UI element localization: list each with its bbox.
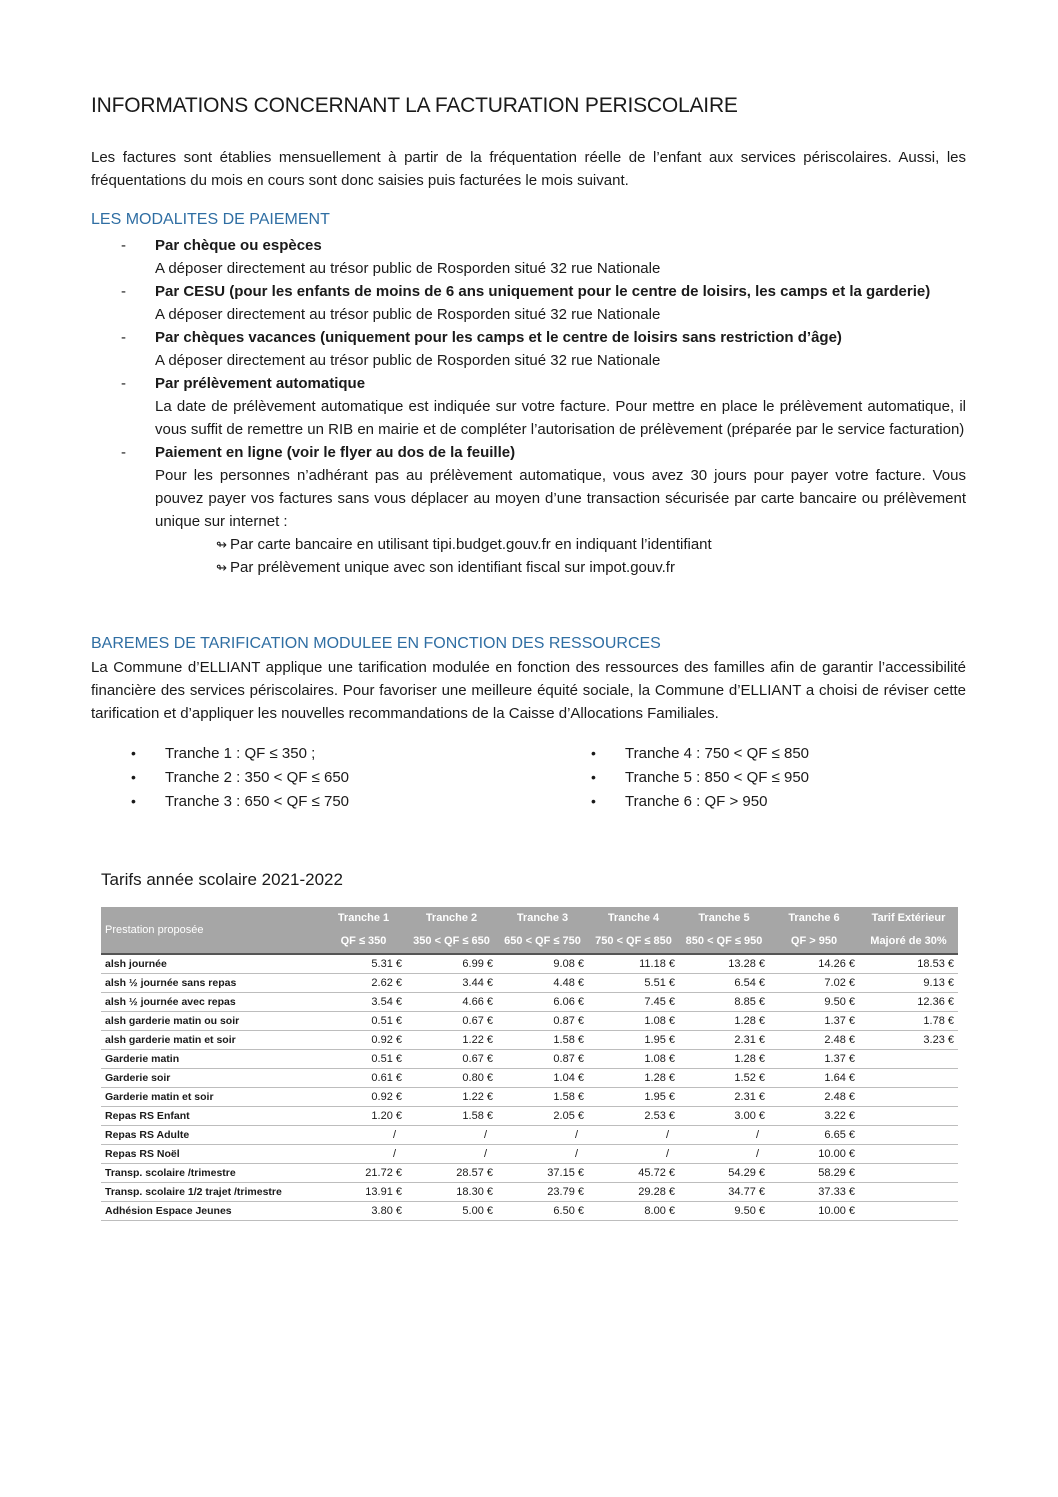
price-cell: 14.26 €	[769, 954, 859, 974]
price-cell: 1.58 €	[497, 1031, 588, 1050]
price-cell: 2.53 €	[588, 1107, 679, 1126]
price-cell: 9.50 €	[679, 1202, 769, 1221]
price-cell: 3.44 €	[406, 974, 497, 993]
payment-methods-list	[91, 234, 966, 579]
page-title: INFORMATIONS CONCERNANT LA FACTURATION PERISCOLAIRE	[91, 94, 738, 117]
dash-marker: -	[121, 444, 126, 461]
row-label: alsh garderie matin et soir	[101, 1031, 321, 1050]
price-cell: 1.52 €	[679, 1069, 769, 1088]
price-cell: 1.28 €	[679, 1050, 769, 1069]
payment-item-title: Par prélèvement automatique	[155, 375, 366, 392]
table-row	[101, 993, 958, 1012]
tranche-text: Tranche 5 : 850 < QF ≤ 950	[625, 769, 810, 786]
price-cell: 37.33 €	[769, 1183, 859, 1202]
price-cell: 1.08 €	[588, 1012, 679, 1031]
price-cell: 18.53 €	[859, 954, 958, 974]
tranche-item	[131, 790, 349, 814]
price-cell	[859, 1145, 958, 1164]
price-cell	[859, 1183, 958, 1202]
tranche-text: Tranche 3 : 650 < QF ≤ 750	[165, 793, 350, 810]
price-cell: 3.54 €	[321, 993, 406, 1012]
table-row	[101, 1012, 958, 1031]
tranche-text: Tranche 6 : QF > 950	[625, 793, 768, 810]
bullet-icon: •	[591, 769, 596, 785]
tranche-item	[591, 766, 809, 790]
payment-item-description: Pour les personnes n’adhérant pas au prélèvement automatique, vous avez 30 jours pour payer votre facture. Vous pouvez payer vos factures sans vous déplacer au moyen d’une transaction sécurisée par carte bancaire ou prélèvement unique sur internet :	[155, 467, 966, 530]
price-cell: 12.36 €	[859, 993, 958, 1012]
price-cell	[859, 1050, 958, 1069]
price-cell: 45.72 €	[588, 1164, 679, 1183]
row-label: Repas RS Noël	[101, 1145, 321, 1164]
price-cell: /	[497, 1126, 588, 1145]
bullet-icon: •	[591, 745, 596, 761]
row-label: Adhésion Espace Jeunes	[101, 1202, 321, 1221]
tranches-list-left	[131, 742, 349, 814]
subheader-tarif-exterieur: Majoré de 30%	[859, 930, 958, 954]
price-cell: 6.54 €	[679, 974, 769, 993]
price-cell: /	[406, 1126, 497, 1145]
price-cell: 1.95 €	[588, 1031, 679, 1050]
header-tranche-3: Tranche 3	[497, 907, 588, 930]
price-cell: 0.51 €	[321, 1012, 406, 1031]
price-cell: 9.13 €	[859, 974, 958, 993]
price-cell: 28.57 €	[406, 1164, 497, 1183]
price-cell: 1.22 €	[406, 1088, 497, 1107]
subheader-tranche-1: QF ≤ 350	[321, 930, 406, 954]
price-cell	[859, 1088, 958, 1107]
price-cell: 0.92 €	[321, 1088, 406, 1107]
price-cell: 4.48 €	[497, 974, 588, 993]
payment-item-title: Par chèques vacances (uniquement pour les camps et le centre de loisirs sans restriction d’âge)	[155, 329, 842, 346]
table-body	[101, 954, 958, 1221]
price-cell: 1.08 €	[588, 1050, 679, 1069]
price-cell: 7.02 €	[769, 974, 859, 993]
dash-marker: -	[121, 237, 126, 254]
payment-item-cesu	[91, 280, 966, 326]
price-cell: /	[321, 1145, 406, 1164]
price-cell: 1.28 €	[588, 1069, 679, 1088]
table-row	[101, 1069, 958, 1088]
bullet-icon: •	[131, 745, 136, 761]
price-cell: 4.66 €	[406, 993, 497, 1012]
price-cell: 2.05 €	[497, 1107, 588, 1126]
sub-item-text: Par carte bancaire en utilisant tipi.budget.gouv.fr en indiquant l’identifiant	[230, 536, 712, 553]
payment-item-description: A déposer directement au trésor public de Rosporden situé 32 rue Nationale	[155, 260, 661, 277]
price-cell: 6.99 €	[406, 954, 497, 974]
price-cell: 58.29 €	[769, 1164, 859, 1183]
tranche-item	[591, 790, 809, 814]
subheader-tranche-5: 850 < QF ≤ 950	[679, 930, 769, 954]
price-cell: 1.04 €	[497, 1069, 588, 1088]
table-title: Tarifs année scolaire 2021-2022	[101, 870, 343, 889]
header-tranche-5: Tranche 5	[679, 907, 769, 930]
price-cell: 5.00 €	[406, 1202, 497, 1221]
dash-marker: -	[121, 375, 126, 392]
payment-item-description: A déposer directement au trésor public de Rosporden situé 32 rue Nationale	[155, 352, 661, 369]
price-cell: 34.77 €	[679, 1183, 769, 1202]
price-cell: /	[497, 1145, 588, 1164]
price-cell: 2.31 €	[679, 1088, 769, 1107]
table-header	[101, 907, 958, 954]
table-row	[101, 1183, 958, 1202]
price-cell: /	[679, 1145, 769, 1164]
price-cell: 6.65 €	[769, 1126, 859, 1145]
price-cell: 21.72 €	[321, 1164, 406, 1183]
price-cell: 9.08 €	[497, 954, 588, 974]
bullet-icon: •	[591, 793, 596, 809]
price-cell: 23.79 €	[497, 1183, 588, 1202]
payment-item-prelevement	[91, 372, 966, 441]
subheader-tranche-3: 650 < QF ≤ 750	[497, 930, 588, 954]
price-cell: 10.00 €	[769, 1145, 859, 1164]
row-label: Garderie soir	[101, 1069, 321, 1088]
price-cell	[859, 1126, 958, 1145]
price-cell: 1.37 €	[769, 1012, 859, 1031]
dash-marker: -	[121, 329, 126, 346]
payment-item-title: Par CESU (pour les enfants de moins de 6 ans uniquement pour le centre de loisirs, les camps et la garderie)	[155, 283, 931, 300]
price-cell: /	[406, 1145, 497, 1164]
heading-modalites-paiement: LES MODALITES DE PAIEMENT	[91, 211, 330, 228]
row-label: alsh garderie matin ou soir	[101, 1012, 321, 1031]
header-row	[101, 907, 958, 930]
price-cell: 1.37 €	[769, 1050, 859, 1069]
payment-item-cheque	[91, 234, 966, 280]
price-cell: 0.67 €	[406, 1050, 497, 1069]
tranche-text: Tranche 1 : QF ≤ 350 ;	[165, 745, 316, 762]
price-cell: 5.51 €	[588, 974, 679, 993]
payment-item-description: A déposer directement au trésor public de Rosporden situé 32 rue Nationale	[155, 306, 661, 323]
price-cell	[859, 1069, 958, 1088]
price-cell: 6.50 €	[497, 1202, 588, 1221]
row-label: alsh ½ journée avec repas	[101, 993, 321, 1012]
price-cell: 1.64 €	[769, 1069, 859, 1088]
price-cell: 54.29 €	[679, 1164, 769, 1183]
price-cell: 7.45 €	[588, 993, 679, 1012]
row-label: alsh ½ journée sans repas	[101, 974, 321, 993]
price-cell: 2.48 €	[769, 1088, 859, 1107]
price-cell: 0.92 €	[321, 1031, 406, 1050]
price-cell: /	[588, 1126, 679, 1145]
price-cell: 5.31 €	[321, 954, 406, 974]
header-tranche-1: Tranche 1	[321, 907, 406, 930]
price-cell: 1.58 €	[497, 1088, 588, 1107]
price-cell: 0.80 €	[406, 1069, 497, 1088]
arrow-icon: ↬	[216, 560, 227, 575]
payment-item-title: Paiement en ligne (voir le flyer au dos de la feuille)	[155, 444, 516, 461]
arrow-icon: ↬	[216, 537, 227, 552]
price-cell: 1.20 €	[321, 1107, 406, 1126]
bullet-icon: •	[131, 769, 136, 785]
price-cell: 9.50 €	[769, 993, 859, 1012]
price-cell: 13.91 €	[321, 1183, 406, 1202]
tranches-list-right	[591, 742, 809, 814]
row-label: Transp. scolaire /trimestre	[101, 1164, 321, 1183]
price-cell: 0.87 €	[497, 1050, 588, 1069]
price-cell: 8.00 €	[588, 1202, 679, 1221]
table-row	[101, 954, 958, 974]
header-tarif-exterieur: Tarif Extérieur	[859, 907, 958, 930]
price-cell: /	[321, 1126, 406, 1145]
price-cell: 1.58 €	[406, 1107, 497, 1126]
heading-baremes: BAREMES DE TARIFICATION MODULEE EN FONCTION DES RESSOURCES	[91, 635, 661, 652]
price-cell: 0.67 €	[406, 1012, 497, 1031]
tranche-text: Tranche 2 : 350 < QF ≤ 650	[165, 769, 350, 786]
price-cell: 0.51 €	[321, 1050, 406, 1069]
table-row	[101, 1164, 958, 1183]
price-cell: 1.95 €	[588, 1088, 679, 1107]
payment-item-description: La date de prélèvement automatique est indiquée sur votre facture. Pour mettre en place le prélèvement automatique, il vous suffit de remettre un RIB en mairie et de compléter l’autorisation de prélèvement (préparée par le service facturation)	[155, 398, 966, 438]
price-cell	[859, 1107, 958, 1126]
price-cell	[859, 1164, 958, 1183]
price-cell: 13.28 €	[679, 954, 769, 974]
price-cell: 1.28 €	[679, 1012, 769, 1031]
price-cell: 6.06 €	[497, 993, 588, 1012]
tranche-item	[591, 742, 809, 766]
price-cell: /	[588, 1145, 679, 1164]
table-row	[101, 1088, 958, 1107]
sub-item-carte-bancaire	[155, 533, 966, 556]
price-cell: 0.87 €	[497, 1012, 588, 1031]
intro-paragraph: Les factures sont établies mensuellement à partir de la fréquentation réelle de l’enfant aux services périscolaires. Aussi, les fréquentations du mois en cours sont donc saisies puis facturées le mois suivant.	[91, 149, 966, 189]
bareme-paragraph: La Commune d’ELLIANT applique une tarification modulée en fonction des ressources des familles afin de garantir l’accessibilité financière des services périscolaires. Pour favoriser une meilleure équité sociale, la Commune d’ELLIANT a choisi de réviser cette tarification et d’appliquer les nouvelles recommandations de la Caisse d’Allocations Familiales.	[91, 659, 966, 722]
subheader-tranche-4: 750 < QF ≤ 850	[588, 930, 679, 954]
dash-marker: -	[121, 283, 126, 300]
tarifs-table	[101, 907, 958, 1221]
table-row	[101, 1145, 958, 1164]
tranche-item	[131, 766, 349, 790]
payment-item-title: Par chèque ou espèces	[155, 237, 322, 254]
row-label: alsh journée	[101, 954, 321, 974]
table-row	[101, 1202, 958, 1221]
header-tranche-4: Tranche 4	[588, 907, 679, 930]
row-label: Transp. scolaire 1/2 trajet /trimestre	[101, 1183, 321, 1202]
row-label: Garderie matin et soir	[101, 1088, 321, 1107]
price-cell: 10.00 €	[769, 1202, 859, 1221]
price-cell: 0.61 €	[321, 1069, 406, 1088]
header-tranche-6: Tranche 6	[769, 907, 859, 930]
price-cell: 1.78 €	[859, 1012, 958, 1031]
header-tranche-2: Tranche 2	[406, 907, 497, 930]
price-cell: 37.15 €	[497, 1164, 588, 1183]
price-cell: 3.00 €	[679, 1107, 769, 1126]
subheader-tranche-2: 350 < QF ≤ 650	[406, 930, 497, 954]
price-cell: 3.22 €	[769, 1107, 859, 1126]
price-cell: 11.18 €	[588, 954, 679, 974]
table-row	[101, 1031, 958, 1050]
bullet-icon: •	[131, 793, 136, 809]
table-row	[101, 1126, 958, 1145]
price-cell: 2.31 €	[679, 1031, 769, 1050]
price-cell: 8.85 €	[679, 993, 769, 1012]
table-row	[101, 1107, 958, 1126]
price-cell: 1.22 €	[406, 1031, 497, 1050]
payment-item-en-ligne	[91, 441, 966, 579]
table-row	[101, 1050, 958, 1069]
row-label: Repas RS Enfant	[101, 1107, 321, 1126]
header-prestation: Prestation proposée	[101, 907, 321, 954]
tranche-text: Tranche 4 : 750 < QF ≤ 850	[625, 745, 810, 762]
row-label: Repas RS Adulte	[101, 1126, 321, 1145]
price-cell: 3.80 €	[321, 1202, 406, 1221]
price-cell: 29.28 €	[588, 1183, 679, 1202]
tranche-item	[131, 742, 349, 766]
sub-item-text: Par prélèvement unique avec son identifiant fiscal sur impot.gouv.fr	[230, 559, 675, 576]
price-cell: 2.48 €	[769, 1031, 859, 1050]
row-label: Garderie matin	[101, 1050, 321, 1069]
price-cell: 2.62 €	[321, 974, 406, 993]
price-cell: 3.23 €	[859, 1031, 958, 1050]
table-row	[101, 974, 958, 993]
price-cell: 18.30 €	[406, 1183, 497, 1202]
price-cell: /	[679, 1126, 769, 1145]
sub-item-prelevement-unique	[155, 556, 966, 579]
price-cell	[859, 1202, 958, 1221]
payment-item-cheques-vacances	[91, 326, 966, 372]
subheader-tranche-6: QF > 950	[769, 930, 859, 954]
